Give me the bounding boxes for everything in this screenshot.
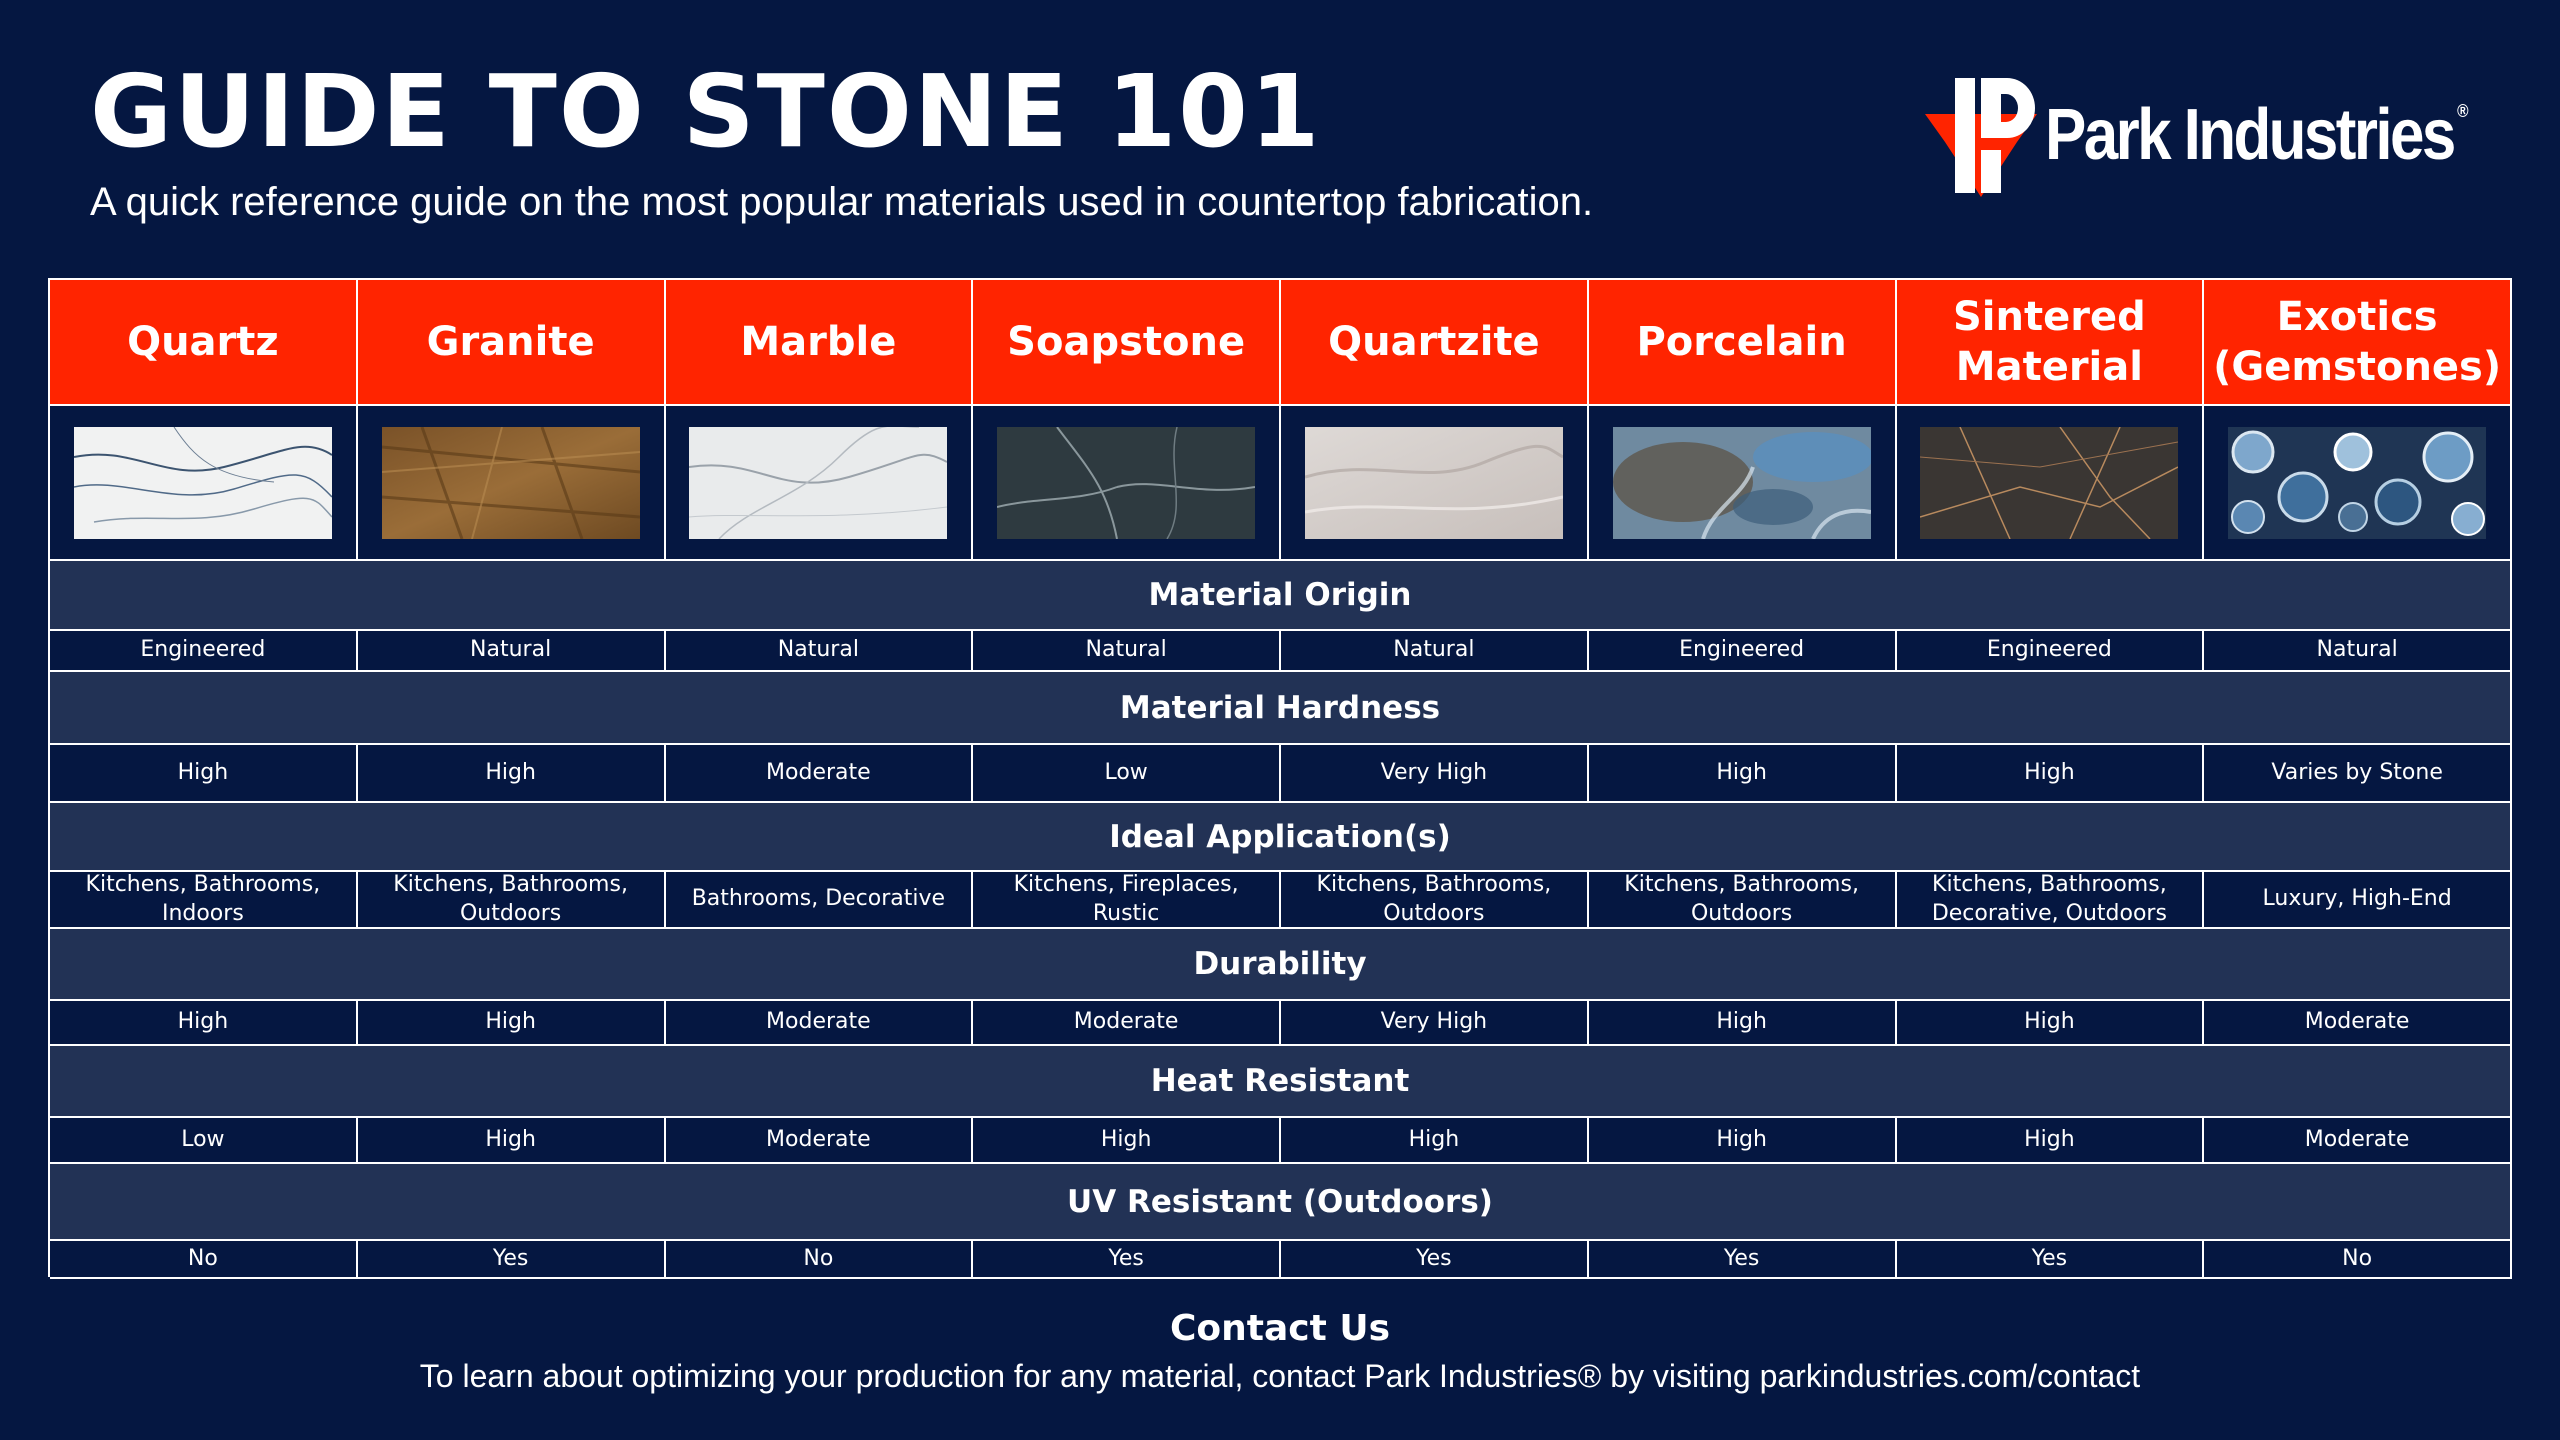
heat-marble: Moderate <box>666 1118 974 1164</box>
durability-sintered: High <box>1897 1001 2205 1046</box>
park-industries-logo-mark-icon <box>1925 72 2037 197</box>
uv-quartzite: Yes <box>1281 1241 1589 1279</box>
application-exotics: Luxury, High-End <box>2204 872 2512 929</box>
hardness-exotics: Varies by Stone <box>2204 745 2512 803</box>
swatch-cell-quartzite <box>1281 406 1589 561</box>
origin-porcelain: Engineered <box>1589 631 1897 672</box>
application-porcelain: Kitchens, Bathrooms, Outdoors <box>1589 872 1897 929</box>
heat-quartz: Low <box>50 1118 358 1164</box>
heat-soapstone: High <box>973 1118 1281 1164</box>
column-header-quartzite: Quartzite <box>1281 280 1589 406</box>
quartz-swatch-image <box>74 427 332 539</box>
contact-text: To learn about optimizing your production for any material, contact Park Industries® by visiting parkindustries.com/contact <box>419 1358 2141 1394</box>
column-header-porcelain: Porcelain <box>1589 280 1897 406</box>
durability-granite: High <box>358 1001 666 1046</box>
heat-porcelain: High <box>1589 1118 1897 1164</box>
uv-quartz: No <box>50 1241 358 1279</box>
contact-heading: Contact Us <box>1169 1308 1391 1349</box>
uv-granite: Yes <box>358 1241 666 1279</box>
column-header-exotics: Exotics (Gemstones) <box>2204 280 2512 406</box>
column-header-marble: Marble <box>666 280 974 406</box>
durability-quartzite: Very High <box>1281 1001 1589 1046</box>
durability-soapstone: Moderate <box>973 1001 1281 1046</box>
origin-quartz: Engineered <box>50 631 358 672</box>
granite-swatch-image <box>382 427 640 539</box>
application-quartz: Kitchens, Bathrooms, Indoors <box>50 872 358 929</box>
application-marble: Bathrooms, Decorative <box>666 872 974 929</box>
origin-granite: Natural <box>358 631 666 672</box>
durability-porcelain: High <box>1589 1001 1897 1046</box>
exotics-swatch-image <box>2228 427 2486 539</box>
heat-granite: High <box>358 1118 666 1164</box>
hardness-marble: Moderate <box>666 745 974 803</box>
section-material-origin: Material Origin <box>50 561 2512 631</box>
heat-exotics: Moderate <box>2204 1118 2512 1164</box>
uv-marble: No <box>666 1241 974 1279</box>
swatch-cell-exotics <box>2204 406 2512 561</box>
column-header-quartz: Quartz <box>50 280 358 406</box>
logo-wordmark <box>2045 94 2469 176</box>
stone-comparison-table <box>48 278 2512 1277</box>
sintered-swatch-image <box>1920 427 2178 539</box>
soapstone-swatch-image <box>997 427 1255 539</box>
section-durability: Durability <box>50 929 2512 1001</box>
logo-registered-mark: ® <box>2457 100 2469 121</box>
uv-sintered: Yes <box>1897 1241 2205 1279</box>
durability-marble: Moderate <box>666 1001 974 1046</box>
swatch-cell-soapstone <box>973 406 1281 561</box>
section-uv-resistant: UV Resistant (Outdoors) <box>50 1164 2512 1241</box>
column-header-granite: Granite <box>358 280 666 406</box>
hardness-granite: High <box>358 745 666 803</box>
application-sintered: Kitchens, Bathrooms, Decorative, Outdoors <box>1897 872 2205 929</box>
swatch-cell-quartz <box>50 406 358 561</box>
section-material-hardness: Material Hardness <box>50 672 2512 745</box>
application-soapstone: Kitchens, Fireplaces, Rustic <box>973 872 1281 929</box>
hardness-porcelain: High <box>1589 745 1897 803</box>
origin-sintered: Engineered <box>1897 631 2205 672</box>
section-ideal-applications: Ideal Application(s) <box>50 803 2512 872</box>
hardness-quartzite: Very High <box>1281 745 1589 803</box>
heat-sintered: High <box>1897 1118 2205 1164</box>
marble-swatch-image <box>689 427 947 539</box>
page-subtitle: A quick reference guide on the most popular materials used in countertop fabrication. <box>90 180 1594 224</box>
hardness-quartz: High <box>50 745 358 803</box>
origin-marble: Natural <box>666 631 974 672</box>
application-quartzite: Kitchens, Bathrooms, Outdoors <box>1281 872 1589 929</box>
origin-quartzite: Natural <box>1281 631 1589 672</box>
hardness-soapstone: Low <box>973 745 1281 803</box>
porcelain-swatch-image <box>1613 427 1871 539</box>
column-header-soapstone: Soapstone <box>973 280 1281 406</box>
uv-porcelain: Yes <box>1589 1241 1897 1279</box>
origin-soapstone: Natural <box>973 631 1281 672</box>
logo-text: Park Industries <box>2045 94 2454 175</box>
hardness-sintered: High <box>1897 745 2205 803</box>
durability-exotics: Moderate <box>2204 1001 2512 1046</box>
column-header-sintered-material: Sintered Material <box>1897 280 2205 406</box>
heat-quartzite: High <box>1281 1118 1589 1164</box>
section-heat-resistant: Heat Resistant <box>50 1046 2512 1118</box>
swatch-cell-marble <box>666 406 974 561</box>
swatch-cell-sintered <box>1897 406 2205 561</box>
durability-quartz: High <box>50 1001 358 1046</box>
origin-exotics: Natural <box>2204 631 2512 672</box>
application-granite: Kitchens, Bathrooms, Outdoors <box>358 872 666 929</box>
uv-exotics: No <box>2204 1241 2512 1279</box>
page-title: GUIDE TO STONE 101 <box>90 53 1322 170</box>
uv-soapstone: Yes <box>973 1241 1281 1279</box>
swatch-cell-porcelain <box>1589 406 1897 561</box>
quartzite-swatch-image <box>1305 427 1563 539</box>
park-industries-logo <box>1925 72 2537 197</box>
swatch-cell-granite <box>358 406 666 561</box>
